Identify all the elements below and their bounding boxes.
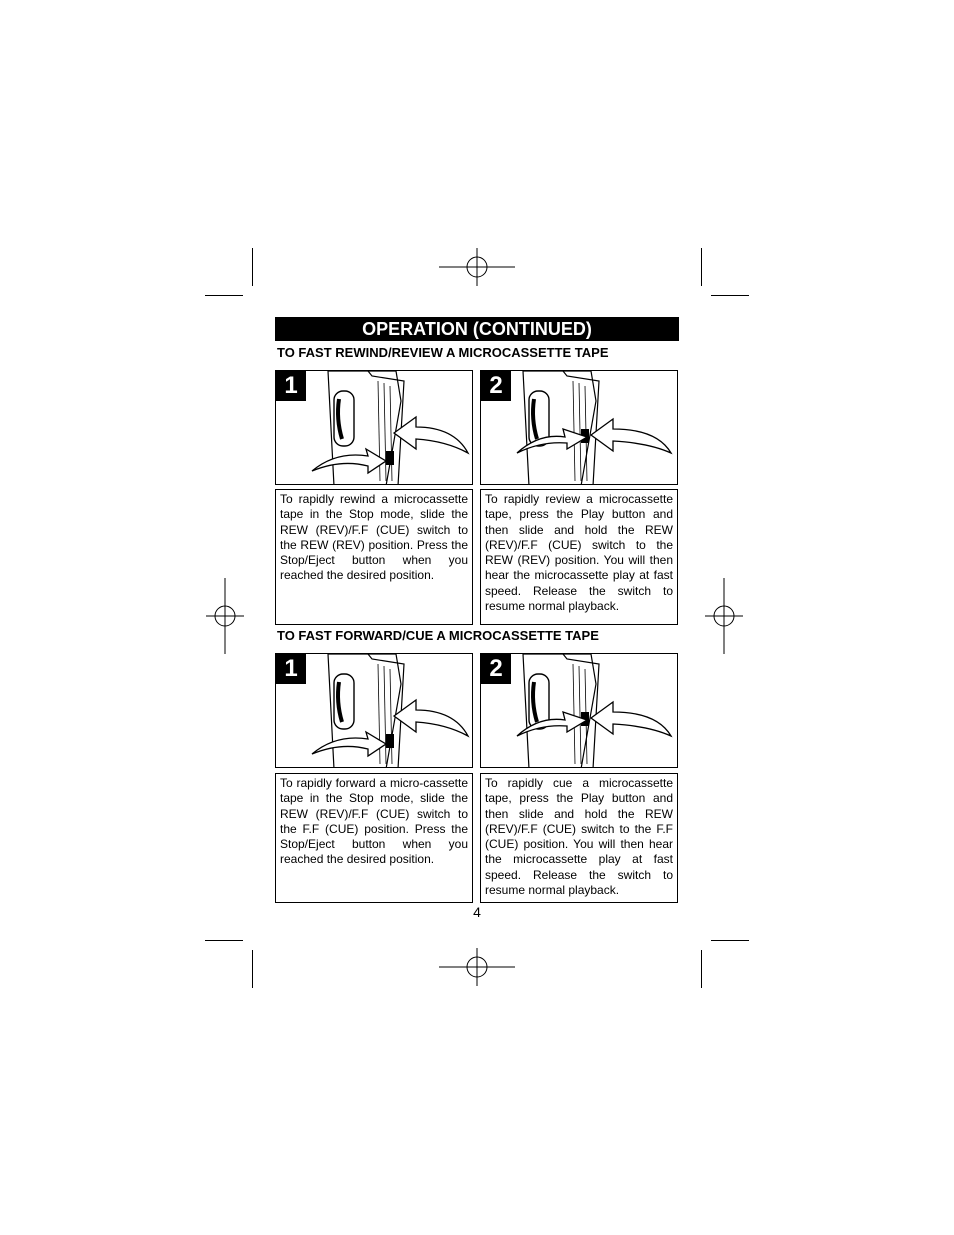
step-number-badge: 2 (481, 371, 511, 401)
step-number-badge: 1 (276, 654, 306, 684)
instruction-rewind-step-1: To rapidly rewind a microcassette tape in the Stop mode, slide the REW (REV)/F.F (CUE) switch to the REW (REV) position. Press the Stop/Eject button when you reached the desired position. (275, 489, 473, 625)
illustration-cue-step-2 (480, 653, 678, 768)
registration-mark-bottom-icon (439, 929, 515, 1005)
registration-mark-top-icon (439, 229, 515, 305)
registration-mark-left-icon (187, 578, 263, 654)
section-title-rewind: TO FAST REWIND/REVIEW A MICROCASSETTE TAPE (277, 345, 609, 360)
step-number-badge: 1 (276, 371, 306, 401)
instruction-cue-step-2: To rapidly cue a microcassette tape, press the Play button and then slide and hold the REW (REV)/F.F (CUE) switch to the F.F (CUE) position. You will then hear the microcassette play at fast speed. Release the switch to resume normal playback. (480, 773, 678, 903)
step-number-badge: 2 (481, 654, 511, 684)
page-title: OPERATION (CONTINUED) (275, 317, 679, 341)
registration-mark-right-icon (686, 578, 762, 654)
illustration-forward-step-1 (275, 653, 473, 768)
illustration-rewind-step-1 (275, 370, 473, 485)
section-title-forward: TO FAST FORWARD/CUE A MICROCASSETTE TAPE (277, 628, 599, 643)
illustration-review-step-2 (480, 370, 678, 485)
instruction-review-step-2: To rapidly review a microcassette tape, press the Play button and then slide and hold the REW (REV)/F.F (CUE) switch to the REW (REV) position. You will then hear the microcassette play at fast speed. Release the switch to resume normal playback. (480, 489, 678, 625)
page-number: 4 (473, 904, 481, 920)
instruction-forward-step-1: To rapidly forward a micro-cassette tape in the Stop mode, slide the REW (REV)/F.F (CUE) switch to the F.F (CUE) position. Press the Stop/Eject button when you reached the desired position. (275, 773, 473, 903)
